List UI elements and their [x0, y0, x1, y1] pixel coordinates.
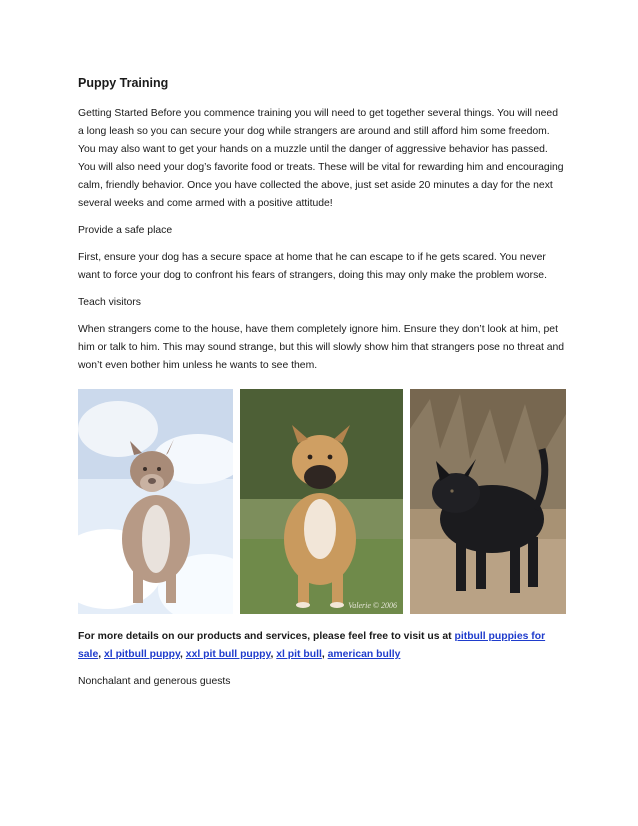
- dog-photo-field: [410, 389, 566, 614]
- link-xxl-pit-bull-puppy[interactable]: xxl pit bull puppy: [185, 649, 271, 660]
- link-separator: ,: [180, 649, 183, 660]
- page-title: Puppy Training: [78, 76, 169, 90]
- photo-watermark: Valerie © 2006: [348, 601, 397, 610]
- link-american-bully[interactable]: american bully: [327, 649, 401, 660]
- link-xl-pitbull-puppy[interactable]: xl pitbull puppy: [104, 649, 181, 660]
- safe-place-paragraph: First, ensure your dog has a secure space at home that he can escape to if he gets scared. You never want to force your dog to confront his fears of strangers, doing this may only make the problem worse.: [78, 252, 547, 281]
- teach-visitors-paragraph: When strangers come to the house, have them completely ignore him. Ensure they don’t look at him, pet him or talk to him. This may sound strange, but this will slowly show him that strangers pose no threat and won’t even bother him unless he wants to see them.: [78, 324, 565, 371]
- links-paragraph: [78, 628, 566, 664]
- dog-photo-strip: [78, 389, 566, 614]
- link-xl-pit-bull[interactable]: xl pit bull: [276, 649, 322, 660]
- links-lead-text: For more details on our products and services, please feel free to visit us at: [78, 631, 452, 642]
- link-separator: ,: [321, 649, 325, 660]
- closing-line: Nonchalant and generous guests: [78, 676, 231, 687]
- link-pitbull-puppies-for-sale[interactable]: pitbull puppies for sale: [78, 631, 546, 660]
- link-separator: ,: [98, 649, 102, 660]
- link-separator: ,: [270, 649, 274, 660]
- dog-photo-grass: [240, 389, 403, 614]
- section-heading-teach-visitors: Teach visitors: [78, 297, 141, 308]
- intro-paragraph: Getting Started Before you commence training you will need to get together several things. You will need a long leash so you can secure your dog while strangers are around and still afford him some freedom. You may also want to get your hands on a muzzle until the danger of aggressive behavior has passed. You will also need your dog’s favorite food or treats. These will be vital for rewarding him and encouraging calm, friendly behavior. Once you have collected the above, just set aside 20 minutes a day for the next several weeks and come armed with a positive attitude!: [78, 108, 564, 209]
- document-page: [78, 74, 566, 691]
- dog-photo-snow: [78, 389, 233, 614]
- section-heading-safe-place: Provide a safe place: [78, 225, 173, 236]
